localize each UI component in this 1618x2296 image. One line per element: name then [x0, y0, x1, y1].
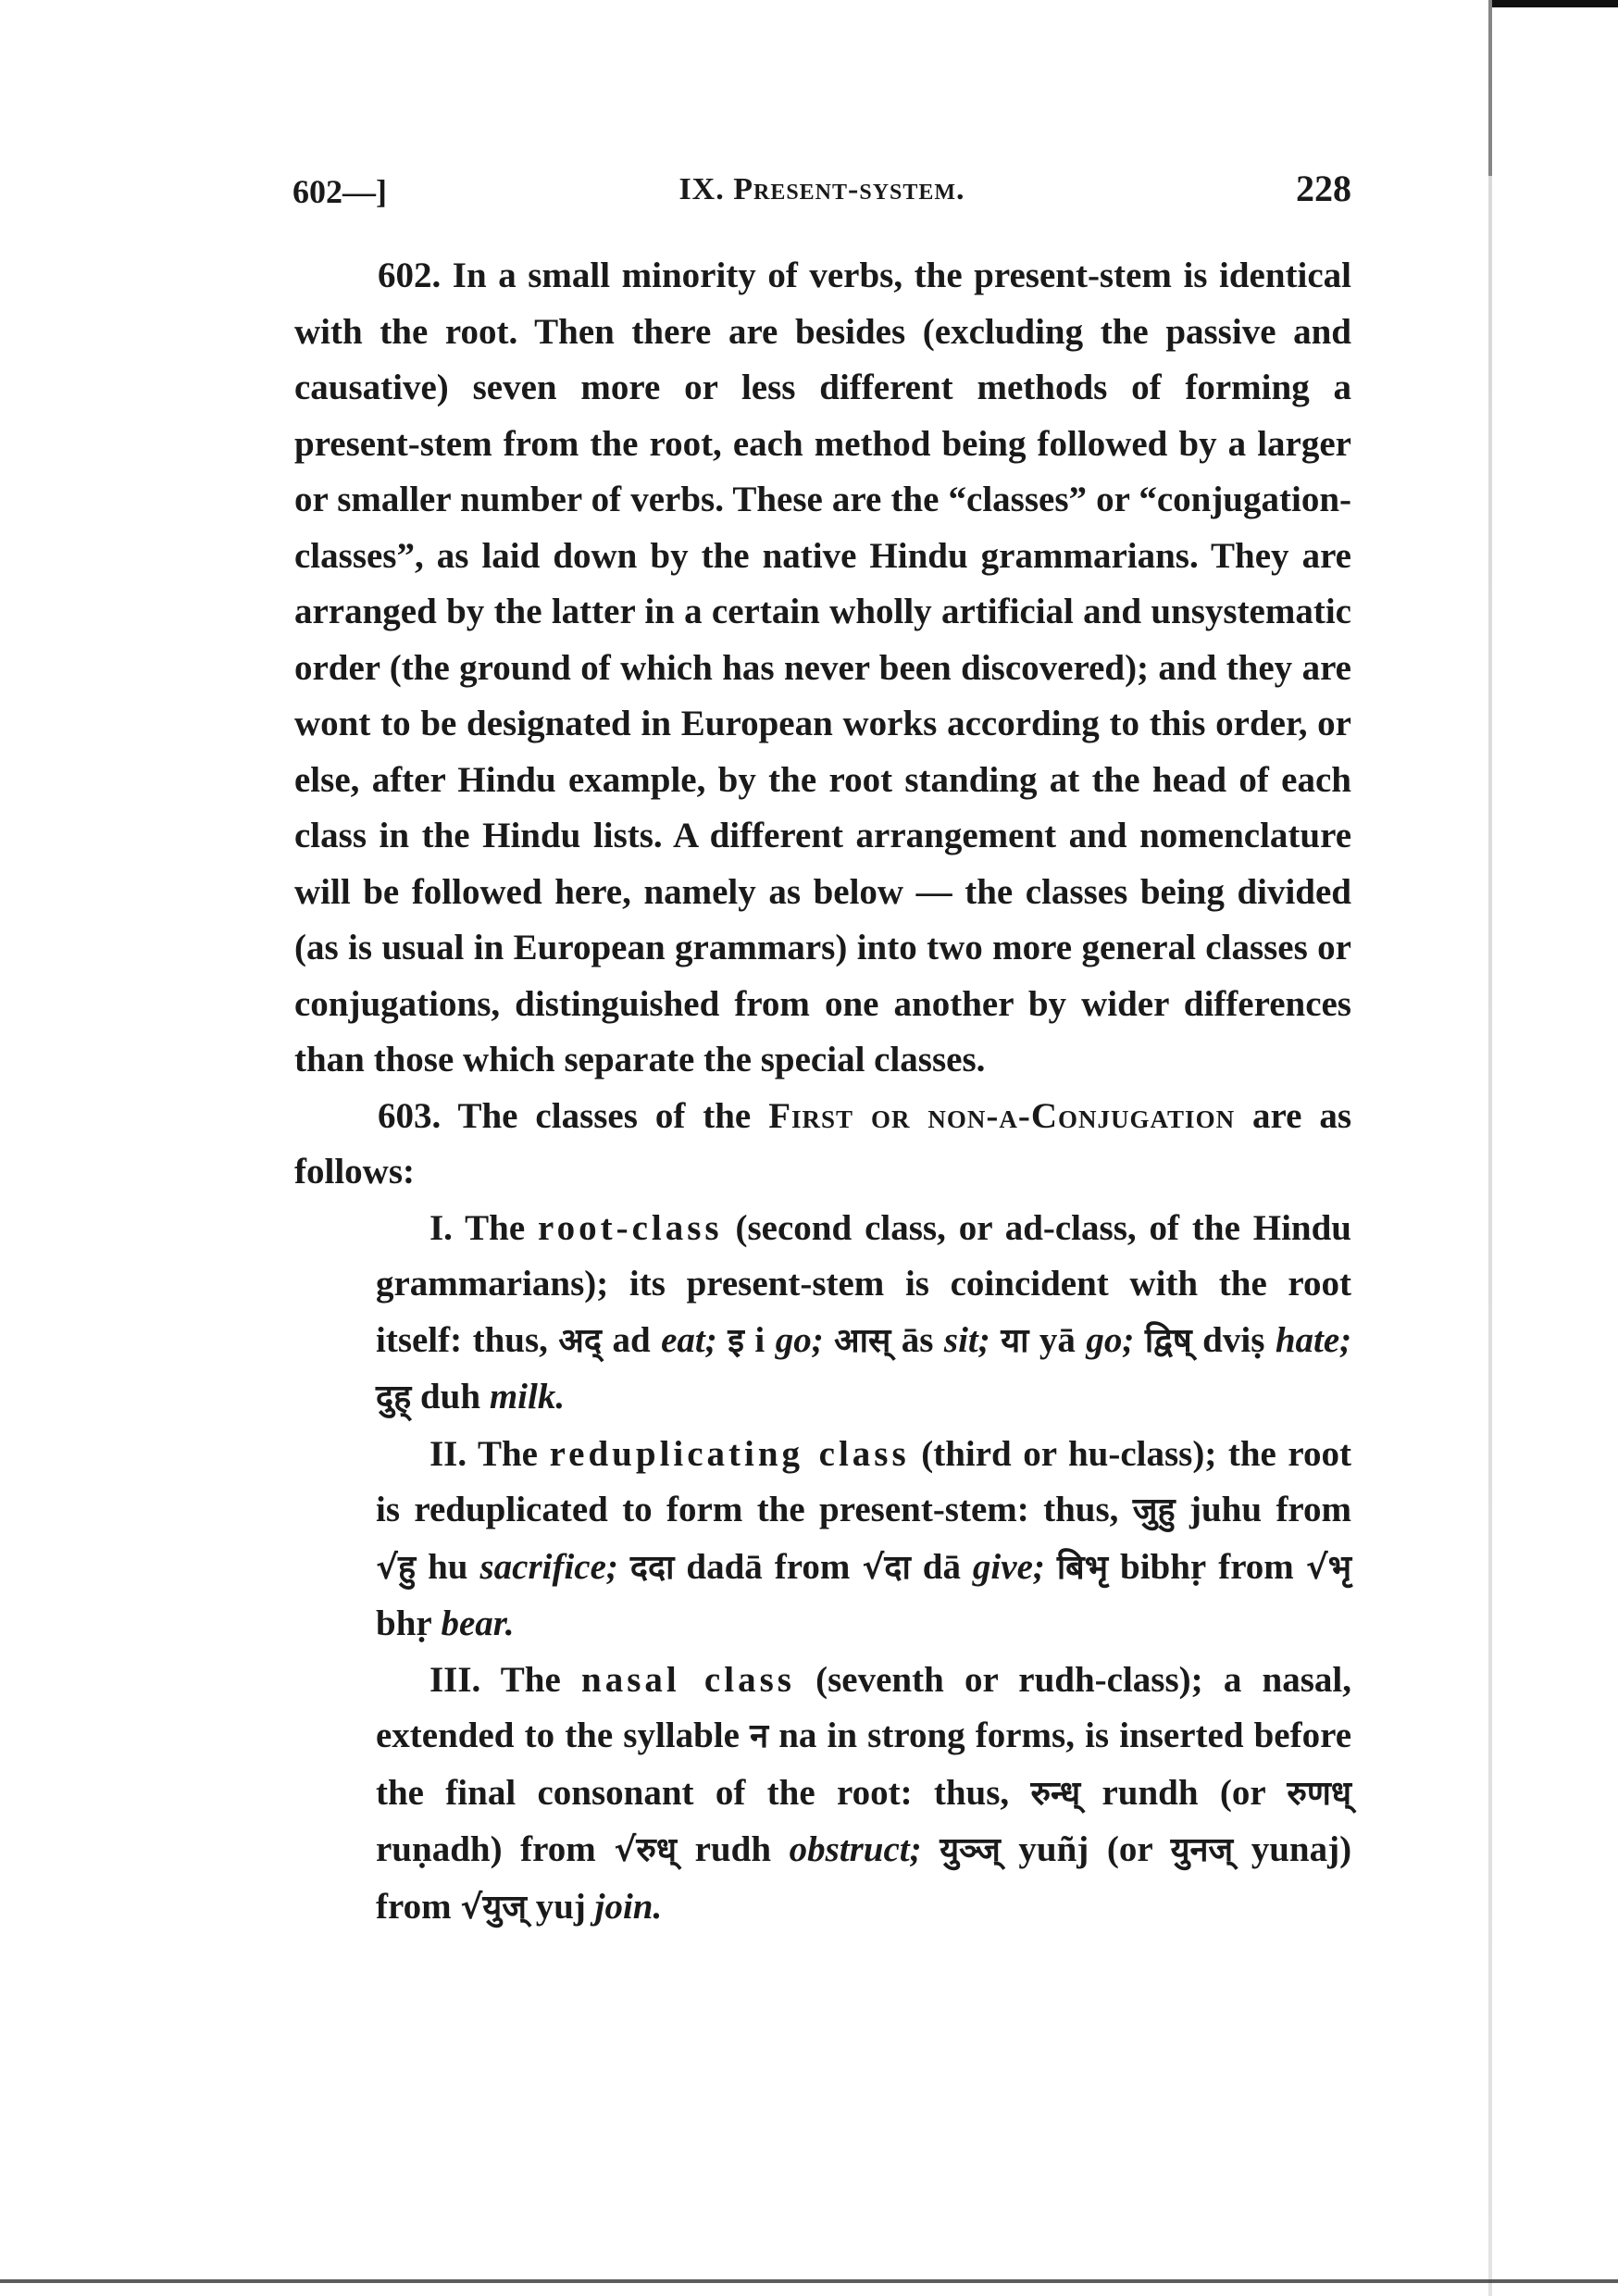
devanagari-root: √भृ [1305, 1548, 1352, 1587]
transliteration: ad [612, 1319, 651, 1360]
devanagari-word: ददा [629, 1548, 675, 1587]
connector-word: (or [1106, 1829, 1152, 1869]
gloss: bear. [441, 1603, 515, 1643]
transliteration: dā [922, 1546, 961, 1587]
class-description: (third or hu-class); the root is reduplicated to form the present-stem: thus, [376, 1433, 1352, 1529]
section-range: 602—] [292, 173, 387, 210]
gloss: go; [1086, 1319, 1135, 1360]
connector-word: from [1276, 1490, 1352, 1529]
paragraph-602 [294, 248, 1351, 1089]
devanagari-root: √रुध् [614, 1831, 678, 1869]
class-numeral: III. [429, 1659, 481, 1700]
class-description: (second class, or ad-class, of the Hindu grammarians); its present-stem is coincident with the root itself: thus, [376, 1207, 1352, 1360]
page-body [294, 248, 1351, 1936]
class-description: in strong forms, is inserted before the final consonant of the root: thus, [376, 1716, 1352, 1813]
transliteration: ās [901, 1319, 934, 1360]
class-iii-nasal-class [376, 1653, 1351, 1937]
page-number: 228 [1296, 168, 1351, 209]
devanagari-word: युनज् [1170, 1831, 1234, 1869]
gloss: join. [594, 1886, 663, 1927]
transliteration: yā [1039, 1319, 1076, 1360]
transliteration: yunaj) [1251, 1829, 1352, 1869]
class-numeral: II. [429, 1433, 467, 1474]
devanagari-word: अद् [558, 1321, 602, 1360]
example [1001, 1320, 1134, 1360]
class-name: reduplicating class [549, 1433, 910, 1474]
devanagari-word: बिभृ [1056, 1548, 1109, 1587]
devanagari-word: जुहु [1132, 1491, 1176, 1529]
connector-word: from [520, 1829, 596, 1869]
paragraph-text: The classes of the [457, 1095, 752, 1136]
gloss: go; [775, 1319, 824, 1360]
devanagari-word: द्विष् [1144, 1321, 1192, 1360]
running-header [292, 167, 1351, 222]
gloss: milk. [489, 1377, 566, 1416]
devanagari-word: रुणध् [1287, 1774, 1352, 1813]
class-description: (seventh or rudh-class); a nasal, extended to the syllable [376, 1659, 1351, 1755]
connector-word: from [774, 1546, 851, 1587]
term-or: or [870, 1095, 911, 1136]
gloss: hate; [1275, 1319, 1352, 1360]
class-name: root-class [538, 1207, 723, 1248]
devanagari-word: दुह् [376, 1379, 412, 1416]
devanagari-word: इ [728, 1321, 744, 1360]
term-non-a-conjugation: non-a-Conjugation [927, 1095, 1236, 1136]
transliteration: bhṛ [376, 1603, 432, 1643]
transliteration: ruṇadh) [376, 1829, 503, 1869]
class-ii-reduplicating-class [376, 1427, 1351, 1653]
gloss: sacrifice; [479, 1546, 618, 1587]
transliteration: hu [428, 1546, 468, 1587]
transliteration: na [778, 1716, 817, 1755]
transliteration: yuñj [1018, 1829, 1089, 1869]
term-first: First [768, 1095, 854, 1136]
devanagari-root: √युज् [460, 1888, 527, 1927]
transliteration: bibhṛ [1120, 1546, 1207, 1587]
transliteration: duh [419, 1377, 481, 1416]
paragraph-number: 602. [378, 256, 442, 295]
connector-word: (or [1219, 1772, 1265, 1813]
devanagari-root: √दा [862, 1548, 911, 1587]
transliteration: juhu [1189, 1490, 1263, 1529]
transliteration: i [754, 1319, 765, 1360]
transliteration: rundh [1101, 1772, 1199, 1813]
devanagari-word: युञ्ज् [940, 1831, 1001, 1869]
connector-word: from [1218, 1546, 1294, 1587]
gloss: eat; [661, 1319, 717, 1360]
gloss: give; [972, 1546, 1045, 1587]
paragraph-603 [294, 1089, 1351, 1201]
paragraph-text: In a small minority of verbs, the present-stem is identical with the root. Then there are besides (excluding the passive and causative) seven more or less different methods of forming a present-stem from the root, each method being followed by a larger or smaller number of verbs. These are the “classes” or “conjugation-classes”, as laid down by the native Hindu grammarians. They are arranged by the latter in a certain wholly artificial and unsystematic order (the ground of which has never been discovered); and they are wont to be designated in European works according to this order, or else, after Hindu example, by the root standing at the head of each class in the Hindu lists. A different arrangement and nomenclature will be followed here, namely as below — the classes being divided (as is usual in European grammars) into two more general classes or conjugations, distinguished from one another by wider differences than those which separate the special classes. [294, 256, 1351, 1079]
example [834, 1320, 990, 1360]
devanagari-word: आस् [834, 1321, 891, 1360]
transliteration: rudh [694, 1829, 772, 1869]
scan-bottom-edge [0, 2279, 1618, 2283]
example [558, 1320, 716, 1360]
class-i-root-class [376, 1201, 1351, 1427]
gloss: obstruct; [789, 1829, 922, 1869]
example [728, 1320, 823, 1360]
class-name: nasal class [581, 1659, 795, 1700]
transliteration: dadā [686, 1546, 763, 1587]
paragraph-number: 603. [378, 1095, 442, 1136]
transliteration: dviṣ [1202, 1319, 1265, 1360]
chapter-title: IX. Present-system. [678, 172, 965, 206]
transliteration: yuj [535, 1886, 586, 1927]
scan-corner-mark [1492, 0, 1618, 7]
paragraph-text: are as follows: [294, 1095, 1352, 1192]
devanagari-syllable: न [750, 1717, 769, 1755]
connector-word: from [376, 1886, 452, 1927]
devanagari-word: रुन्ध् [1030, 1774, 1081, 1813]
article: The [477, 1433, 538, 1474]
example [376, 1377, 565, 1416]
article: The [465, 1207, 526, 1248]
example [1145, 1320, 1351, 1360]
class-numeral: I. [429, 1207, 453, 1248]
article: The [500, 1659, 561, 1700]
devanagari-word: या [1001, 1321, 1029, 1360]
devanagari-root: √हु [376, 1548, 417, 1587]
gloss: sit; [943, 1319, 990, 1360]
scan-edge-line [1488, 0, 1492, 2296]
